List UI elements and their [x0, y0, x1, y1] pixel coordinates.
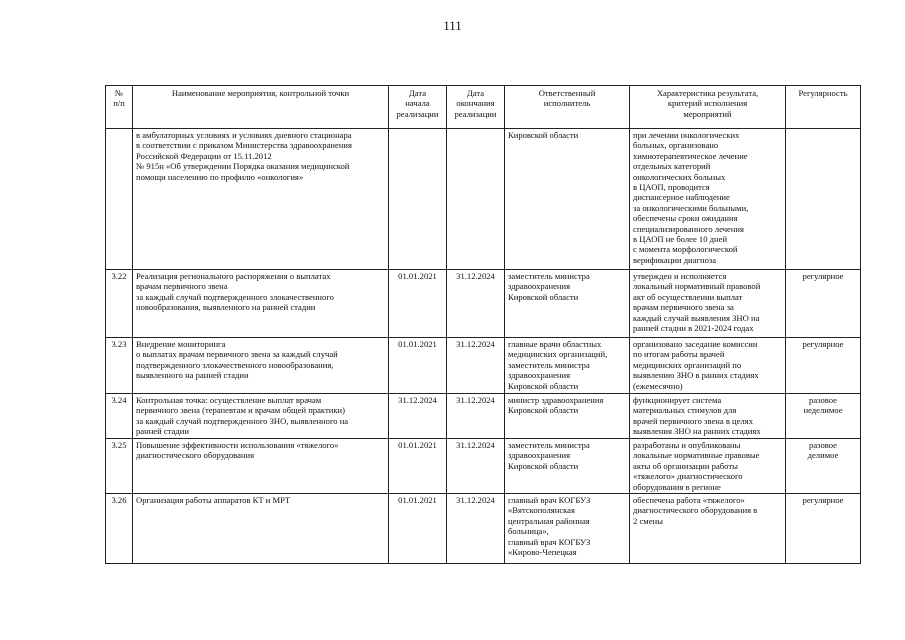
row-start-date: 01.01.2021	[389, 494, 447, 564]
row-start-date: 31.12.2024	[389, 394, 447, 439]
row-number: 3.23	[106, 338, 133, 394]
header-regularity: Регулярность	[786, 86, 861, 129]
row-result: при лечении онкологических больных, организовано химиотерапевтическое лечение отдельных категорий онкологических больных в ЦАОП, проводится диспансерное наблюдение за онкологическими больными, обеспечены сроки ожидания специализированного лечения в ЦАОП не более 10 дней с момента морфологической верификации диагноза	[630, 129, 786, 270]
row-result: обеспечена работа «тяжелого» диагностического оборудования в 2 смены	[630, 494, 786, 564]
row-regularity	[786, 129, 861, 270]
row-regularity: регулярное	[786, 270, 861, 338]
header-row	[106, 86, 861, 129]
table-row	[106, 338, 861, 394]
row-start-date	[389, 129, 447, 270]
row-responsible: главный врач КОГБУЗ «Вятскополянская центральная районная больница», главный врач КОГБУЗ «Кирово-Чепецкая	[505, 494, 630, 564]
row-regularity: разовое неделимое	[786, 394, 861, 439]
row-number: 3.22	[106, 270, 133, 338]
header-result: Характеристика результата, критерий исполнения мероприятий	[630, 86, 786, 129]
header-number: № п/п	[106, 86, 133, 129]
row-start-date: 01.01.2021	[389, 338, 447, 394]
row-responsible: заместитель министра здравоохранения Кировской области	[505, 439, 630, 494]
table-row	[106, 270, 861, 338]
row-result: организовано заседание комиссии по итогам работы врачей медицинских организаций по выявлению ЗНО в ранних стадиях (ежемесячно)	[630, 338, 786, 394]
table-row	[106, 129, 861, 270]
row-responsible: заместитель министра здравоохранения Кировской области	[505, 270, 630, 338]
row-end-date: 31.12.2024	[447, 494, 505, 564]
row-number	[106, 129, 133, 270]
row-regularity: регулярное	[786, 338, 861, 394]
row-name: Повышение эффективности использования «тяжелого» диагностического оборудования	[133, 439, 389, 494]
row-number: 3.26	[106, 494, 133, 564]
row-end-date	[447, 129, 505, 270]
page-number: 111	[443, 18, 462, 33]
row-result: утвержден и исполняется локальный нормативный правовой акт об осуществлении выплат врачам первичного звена за каждый случай выявления ЗНО на ранней стадии в 2021-2024 годах	[630, 270, 786, 338]
row-end-date: 31.12.2024	[447, 394, 505, 439]
table-row	[106, 439, 861, 494]
row-name: в амбулаторных условиях и условиях дневного стационара в соответствии с приказом Министерства здравоохранения Российской Федерации от 15.11.2012 № 915н «Об утверждении Порядка оказания медицинской помощи населению по профилю «онкология»	[133, 129, 389, 270]
row-number: 3.24	[106, 394, 133, 439]
row-responsible: Кировской области	[505, 129, 630, 270]
header-start-date: Дата начала реализации	[389, 86, 447, 129]
row-end-date: 31.12.2024	[447, 439, 505, 494]
header-name: Наименование мероприятия, контрольной точки	[133, 86, 389, 129]
table-row	[106, 394, 861, 439]
row-name: Внедрение мониторинга о выплатах врачам первичного звена за каждый случай подтвержденного злокачественного новообразования, выявленного на ранней стадии	[133, 338, 389, 394]
row-name: Реализация регионального распоряжения о выплатах врачам первичного звена за каждый случай подтвержденного злокачественного новообразования, выявленного на ранней стадии	[133, 270, 389, 338]
table-row	[106, 494, 861, 564]
row-start-date: 01.01.2021	[389, 439, 447, 494]
row-start-date: 01.01.2021	[389, 270, 447, 338]
measures-table	[105, 85, 861, 564]
header-end-date: Дата окончания реализации	[447, 86, 505, 129]
row-number: 3.25	[106, 439, 133, 494]
row-result: функционирует система материальных стимулов для врачей первичного звена в целях выявления ЗНО на ранних стадиях	[630, 394, 786, 439]
row-regularity: регулярное	[786, 494, 861, 564]
row-name: Организация работы аппаратов КТ и МРТ	[133, 494, 389, 564]
row-result: разработаны и опубликованы локальные нормативные правовые акты об организации работы «тяжелого» диагностического оборудования в регионе	[630, 439, 786, 494]
row-end-date: 31.12.2024	[447, 270, 505, 338]
row-responsible: министр здравоохранения Кировской области	[505, 394, 630, 439]
header-responsible: Ответственный исполнитель	[505, 86, 630, 129]
row-responsible: главные врачи областных медицинских организаций, заместитель министра здравоохранения Кировской области	[505, 338, 630, 394]
row-name: Контрольная точка: осуществление выплат врачам первичного звена (терапевтам и врачам общей практики) за каждый случай подтвержденного ЗНО, выявленного на ранней стадии	[133, 394, 389, 439]
row-end-date: 31.12.2024	[447, 338, 505, 394]
row-regularity: разовое делимое	[786, 439, 861, 494]
